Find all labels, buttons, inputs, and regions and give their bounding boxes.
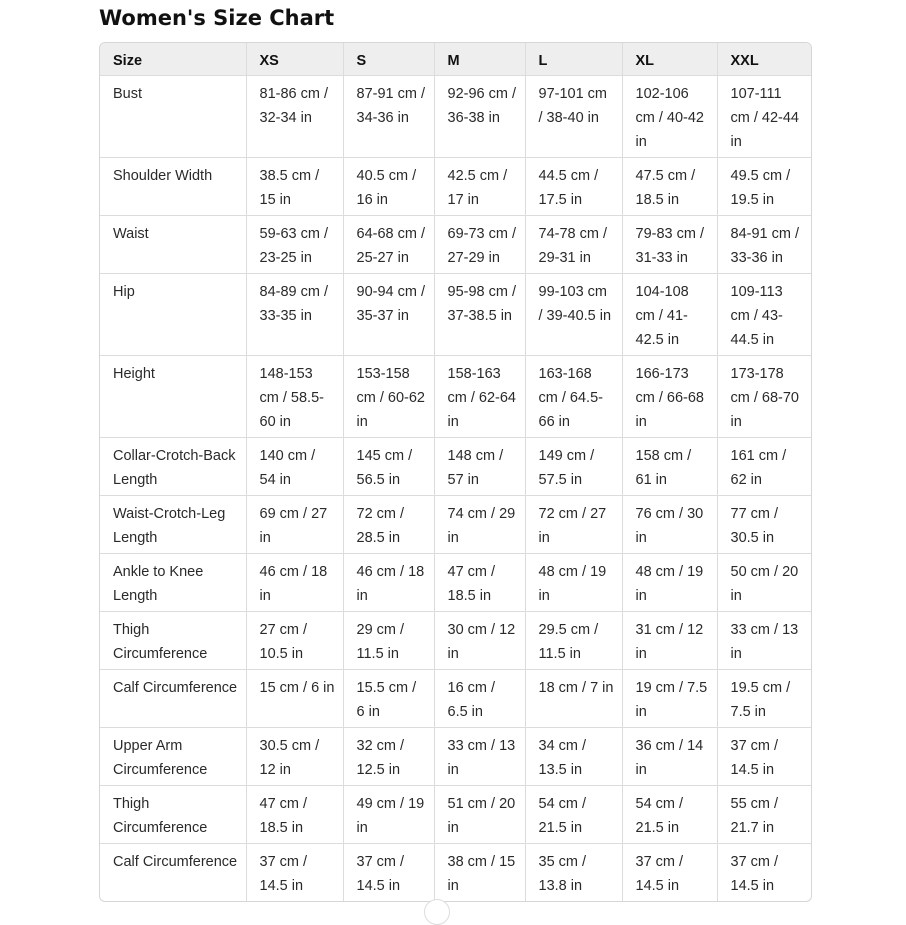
row-label: Height bbox=[100, 355, 246, 437]
table-cell: 15.5 cm / 6 in bbox=[343, 669, 434, 727]
table-cell: 48 cm / 19 in bbox=[622, 553, 717, 611]
table-cell: 148 cm / 57 in bbox=[434, 437, 525, 495]
scroll-indicator[interactable] bbox=[424, 899, 450, 925]
table-cell: 104-108 cm / 41-42.5 in bbox=[622, 273, 717, 355]
table-cell: 38.5 cm / 15 in bbox=[246, 157, 343, 215]
table-cell: 35 cm / 13.8 in bbox=[525, 843, 622, 901]
table-row bbox=[100, 273, 811, 355]
row-label: Hip bbox=[100, 273, 246, 355]
table-cell: 51 cm / 20 in bbox=[434, 785, 525, 843]
table-row bbox=[100, 669, 811, 727]
header-xl: XL bbox=[622, 43, 717, 75]
table-cell: 102-106 cm / 40-42 in bbox=[622, 75, 717, 157]
row-label: Thigh Circumference bbox=[100, 785, 246, 843]
table-cell: 90-94 cm / 35-37 in bbox=[343, 273, 434, 355]
row-label: Waist bbox=[100, 215, 246, 273]
table-cell: 87-91 cm / 34-36 in bbox=[343, 75, 434, 157]
table-cell: 31 cm / 12 in bbox=[622, 611, 717, 669]
table-cell: 55 cm / 21.7 in bbox=[717, 785, 811, 843]
table-cell: 37 cm / 14.5 in bbox=[343, 843, 434, 901]
table-cell: 173-178 cm / 68-70 in bbox=[717, 355, 811, 437]
table-cell: 59-63 cm / 23-25 in bbox=[246, 215, 343, 273]
row-label: Shoulder Width bbox=[100, 157, 246, 215]
table-cell: 145 cm / 56.5 in bbox=[343, 437, 434, 495]
table-cell: 37 cm / 14.5 in bbox=[717, 727, 811, 785]
row-label: Upper Arm Circumference bbox=[100, 727, 246, 785]
table-cell: 47 cm / 18.5 in bbox=[434, 553, 525, 611]
header-size: Size bbox=[100, 43, 246, 75]
table-cell: 140 cm / 54 in bbox=[246, 437, 343, 495]
table-cell: 72 cm / 27 in bbox=[525, 495, 622, 553]
table-cell: 74 cm / 29 in bbox=[434, 495, 525, 553]
table-cell: 97-101 cm / 38-40 in bbox=[525, 75, 622, 157]
table-cell: 158-163 cm / 62-64 in bbox=[434, 355, 525, 437]
table-cell: 49 cm / 19 in bbox=[343, 785, 434, 843]
table-cell: 81-86 cm / 32-34 in bbox=[246, 75, 343, 157]
table-cell: 36 cm / 14 in bbox=[622, 727, 717, 785]
table-row bbox=[100, 553, 811, 611]
table-cell: 158 cm / 61 in bbox=[622, 437, 717, 495]
table-row bbox=[100, 785, 811, 843]
table-cell: 37 cm / 14.5 in bbox=[730, 853, 779, 894]
row-label: Calf Circumference bbox=[100, 843, 246, 901]
table-cell: 166-173 cm / 66-68 in bbox=[622, 355, 717, 437]
table-cell: 72 cm / 28.5 in bbox=[343, 495, 434, 553]
table-row bbox=[100, 215, 811, 273]
table-cell: 99-103 cm / 39-40.5 in bbox=[525, 273, 622, 355]
table-row bbox=[100, 355, 811, 437]
row-label: Collar-Crotch-Back Length bbox=[100, 437, 246, 495]
table-cell: 47.5 cm / 18.5 in bbox=[622, 157, 717, 215]
table-cell: 77 cm / 30.5 in bbox=[717, 495, 811, 553]
table-cell: 19 cm / 7.5 in bbox=[622, 669, 717, 727]
table-cell: 33 cm / 13 in bbox=[434, 727, 525, 785]
table-cell: 161 cm / 62 in bbox=[717, 437, 811, 495]
table-header-row bbox=[100, 43, 811, 75]
table-cell: 54 cm / 21.5 in bbox=[622, 785, 717, 843]
table-cell: 64-68 cm / 25-27 in bbox=[343, 215, 434, 273]
table-cell: 18 cm / 7 in bbox=[525, 669, 622, 727]
table-cell: 50 cm / 20 in bbox=[717, 553, 811, 611]
table-cell: 69-73 cm / 27-29 in bbox=[434, 215, 525, 273]
table-cell: 48 cm / 19 in bbox=[525, 553, 622, 611]
row-label: Waist-Crotch-Leg Length bbox=[100, 495, 246, 553]
table-cell: 148-153 cm / 58.5-60 in bbox=[246, 355, 343, 437]
row-label: Ankle to Knee Length bbox=[100, 553, 246, 611]
table-cell: 32 cm / 12.5 in bbox=[343, 727, 434, 785]
table-cell: 29.5 cm / 11.5 in bbox=[525, 611, 622, 669]
header-l: L bbox=[525, 43, 622, 75]
table-cell: 69 cm / 27 in bbox=[246, 495, 343, 553]
table-cell: 33 cm / 13 in bbox=[717, 611, 811, 669]
table-cell: 34 cm / 13.5 in bbox=[525, 727, 622, 785]
table-row bbox=[100, 157, 811, 215]
table-cell: 16 cm / 6.5 in bbox=[434, 669, 525, 727]
table-cell: 30.5 cm / 12 in bbox=[246, 727, 343, 785]
table-cell: 46 cm / 18 in bbox=[343, 553, 434, 611]
table-cell: 79-83 cm / 31-33 in bbox=[622, 215, 717, 273]
table-cell: 27 cm / 10.5 in bbox=[246, 611, 343, 669]
table-cell: 47 cm / 18.5 in bbox=[246, 785, 343, 843]
table-cell: 109-113 cm / 43-44.5 in bbox=[717, 273, 811, 355]
table-cell: 38 cm / 15 in bbox=[434, 843, 525, 901]
table-cell: 30 cm / 12 in bbox=[434, 611, 525, 669]
header-s: S bbox=[343, 43, 434, 75]
row-label: Thigh Circumference bbox=[100, 611, 246, 669]
size-chart-table-container bbox=[99, 42, 812, 902]
table-cell: 54 cm / 21.5 in bbox=[525, 785, 622, 843]
table-row bbox=[100, 75, 811, 157]
table-cell: 95-98 cm / 37-38.5 in bbox=[434, 273, 525, 355]
table-row bbox=[100, 437, 811, 495]
header-m: M bbox=[434, 43, 525, 75]
table-row bbox=[100, 495, 811, 553]
table-cell: 107-111 cm / 42-44 in bbox=[717, 75, 811, 157]
table-row bbox=[100, 611, 811, 669]
header-xs: XS bbox=[246, 43, 343, 75]
table-cell: 84-89 cm / 33-35 in bbox=[246, 273, 343, 355]
table-row bbox=[100, 727, 811, 785]
table-cell: 153-158 cm / 60-62 in bbox=[343, 355, 434, 437]
row-label: Calf Circumference bbox=[100, 669, 246, 727]
table-cell: 15 cm / 6 in bbox=[246, 669, 343, 727]
size-chart-table bbox=[100, 43, 811, 901]
table-cell: 37 cm / 14.5 in bbox=[622, 843, 717, 901]
table-cell: 74-78 cm / 29-31 in bbox=[525, 215, 622, 273]
table-row bbox=[100, 843, 811, 901]
table-cell: 44.5 cm / 17.5 in bbox=[525, 157, 622, 215]
table-cell: 46 cm / 18 in bbox=[246, 553, 343, 611]
table-cell: 84-91 cm / 33-36 in bbox=[717, 215, 811, 273]
table-cell: 163-168 cm / 64.5-66 in bbox=[525, 355, 622, 437]
table-cell: 92-96 cm / 36-38 in bbox=[434, 75, 525, 157]
table-cell: 76 cm / 30 in bbox=[622, 495, 717, 553]
table-cell: 149 cm / 57.5 in bbox=[525, 437, 622, 495]
table-cell: 40.5 cm / 16 in bbox=[343, 157, 434, 215]
table-cell: 49.5 cm / 19.5 in bbox=[717, 157, 811, 215]
table-cell: 42.5 cm / 17 in bbox=[434, 157, 525, 215]
table-cell: 19.5 cm / 7.5 in bbox=[717, 669, 811, 727]
row-label: Bust bbox=[100, 75, 246, 157]
header-xxl: XXL bbox=[717, 43, 811, 75]
table-cell: 37 cm / 14.5 in bbox=[246, 843, 343, 901]
page-title: Women's Size Chart bbox=[99, 6, 335, 30]
table-cell: 29 cm / 11.5 in bbox=[343, 611, 434, 669]
